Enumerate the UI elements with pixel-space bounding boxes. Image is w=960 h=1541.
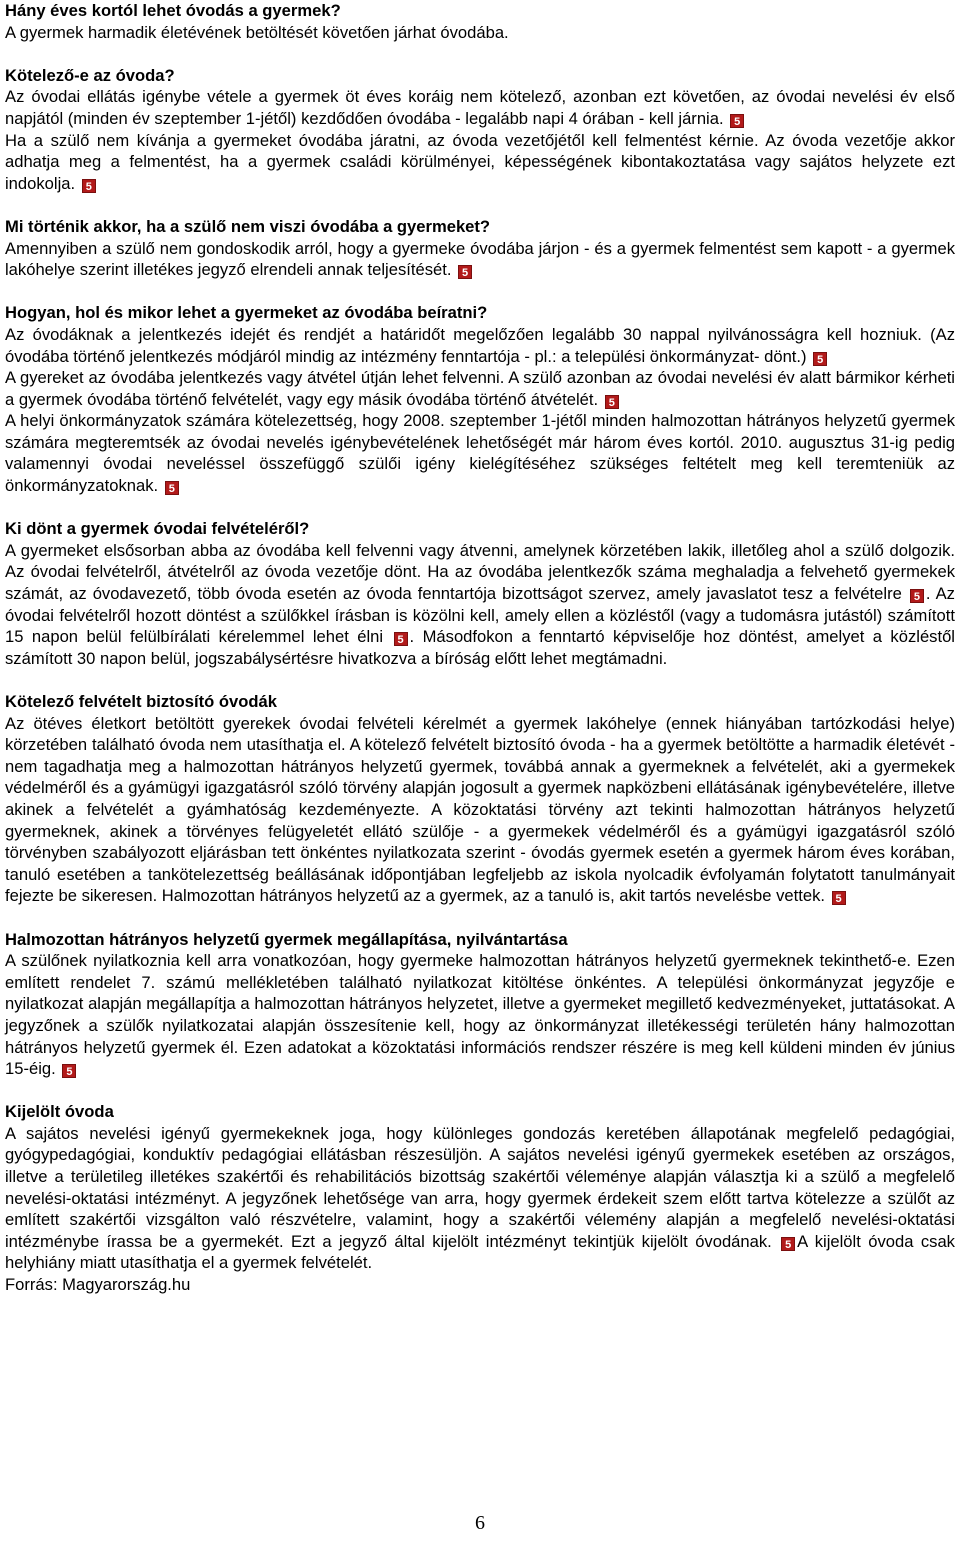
paragraph: A szülőnek nyilatkoznia kell arra vonatkozóan, hogy gyermeke halmozottan hátrányos helyzetű gyermeknek tekinthető-e. Ezen említett rendelet 7. számú mellékletében található nyilatkozat kitöltése önkéntes. A települési önkormányzat jegyzője e nyilatkozat alapján megállapítja a halmozottan hátrányos helyzetet, illetve a gyermeket megillető kedvezményeket, juttatásokat. A jegyzőnek a szülők nyilatkozatai alapján összesítenie kell, hogy az önkormányzat illetékességi területén hány halmozottan hátrányos helyzetű gyermek él. Ezen adatokat a közoktatási információs rendszer részére is meg kell küldeni minden év június 15-éig. 5 xyxy=(5,951,955,1079)
link-mark-icon[interactable]: 5 xyxy=(910,589,924,603)
paragraph: Az óvodai ellátás igénybe vétele a gyermek öt éves koráig nem kötelező, azonban ezt követően, az óvodai nevelési év első napjától (minden év szeptember 1-jétől) kezdődően óvodába - legalább napi 4 órában - kell járnia. 5 xyxy=(5,87,955,128)
page-number: 6 xyxy=(475,1512,485,1534)
link-mark-icon[interactable]: 5 xyxy=(165,481,179,495)
link-mark-icon[interactable]: 5 xyxy=(813,352,827,366)
link-mark-icon[interactable]: 5 xyxy=(832,891,846,905)
heading-designated: Kijelölt óvoda xyxy=(5,1102,114,1122)
heading-enrollment: Hogyan, hol és mikor lehet a gyermeket az óvodába beíratni? xyxy=(5,303,488,323)
document-page xyxy=(5,0,955,1296)
link-mark-icon[interactable]: 5 xyxy=(781,1237,795,1251)
heading-who-decides: Ki dönt a gyermek óvodai felvételéről? xyxy=(5,519,310,539)
link-mark-icon[interactable]: 5 xyxy=(730,114,744,128)
link-mark-icon[interactable]: 5 xyxy=(458,265,472,279)
paragraph: A gyermeket elsősorban abba az óvodába kell felvenni vagy átvenni, amelynek körzetében lakik, illetőleg ahol a szülő dolgozik. Az óvodai felvételről, átvételről az óvoda vezetője dönt. Ha az óvodába jelentkezők száma meghaladja a felvehető gyermekek számát, az óvodavezető, több óvoda esetén az óvoda fenntartója bizottságot szervez, amely javaslatot tesz a felvételre 5 . Az óvodai felvételről hozott döntést a szülőkkel írásban is közölni kell, amely ellen a közléstől (vagy a tudomásra jutástól) számított 15 napon belül felülbírálati kérelemmel lehet élni 5 . Másodfokon a fenntartó képviselője hoz döntést, amelyet a közléstől számított 30 napon belül, jogszabálysértésre hivatkozva a bíróság előtt lehet megtámadni. xyxy=(5,540,955,668)
heading-compulsory: Kötelező-e az óvoda? xyxy=(5,65,175,85)
heading-age: Hány éves kortól lehet óvodás a gyermek? xyxy=(5,1,341,20)
paragraph: Amennyiben a szülő nem gondoskodik arról, hogy a gyermeke óvodába járjon - és a gyermek felmentést sem kapott - a gyermek lakóhelye szerint illetékes jegyző elrendeli annak teljesítését. 5 xyxy=(5,238,955,280)
paragraph: A helyi önkormányzatok számára kötelezettség, hogy 2008. szeptember 1-jétől minden halmozottan hátrányos helyzetű gyermek számára megteremtsék az óvodai nevelés igénybevételének lehetőségét már három éves kortól. 2010. augusztus 31-ig pedig valamennyi óvodai neveléssel összefüggő szülői igény kielégítéséhez szükséges feltételt meg kell teremteniük az önkormányzatoknak. 5 xyxy=(5,411,955,496)
link-mark-icon[interactable]: 5 xyxy=(394,632,408,646)
link-mark-icon[interactable]: 5 xyxy=(605,395,619,409)
paragraph: A gyermek harmadik életévének betöltését követően járhat óvodába. xyxy=(5,22,509,42)
source-line: Forrás: Magyarország.hu xyxy=(5,1275,191,1295)
link-mark-icon[interactable]: 5 xyxy=(82,179,96,193)
heading-mandatory-kindergartens: Kötelező felvételt biztosító óvodák xyxy=(5,692,277,711)
heading-what-happens: Mi történik akkor, ha a szülő nem viszi óvodába a gyermeket? xyxy=(5,216,491,236)
paragraph: Az óvodáknak a jelentkezés idejét és rendjét a határidőt megelőzően legalább 30 nappal nyilvánosságra kell hozniuk. (Az óvodába történő jelentkezés módjáról mindig az intézmény fenntartója - pl.: a települési önkormányzat- dönt.) 5 xyxy=(5,324,955,366)
heading-disadvantaged: Halmozottan hátrányos helyzetű gyermek megállapítása, nyilvántartása xyxy=(5,929,568,949)
link-mark-icon[interactable]: 5 xyxy=(62,1064,76,1078)
paragraph: A gyereket az óvodába jelentkezés vagy átvétel útján lehet felvenni. A szülő azonban az óvodai nevelési év alatt bármikor kérheti a gyermek óvodába történő felvételét, vagy egy másik óvodába történő átvételét. 5 xyxy=(5,368,955,409)
paragraph: Ha a szülő nem kívánja a gyermeket óvodába járatni, az óvoda vezetőjétől kell felmentést kérnie. Az óvoda vezetője akkor adhatja meg a felmentést, ha a gyermek családi körülményei, képességének kibontakoztatása vagy sajátos helyzete ezt indokolja. 5 xyxy=(5,130,955,193)
paragraph: A sajátos nevelési igényű gyermekeknek joga, hogy különleges gondozás keretében állapotának megfelelő pedagógiai, gyógypedagógiai, konduktív pedagógiai ellátásban részesüljön. A sajátos nevelési igényű gyermekek esetében az országos, illetve a területileg illetékes szakértői és rehabilitációs bizottság szakértői véleménye alapján választja ki a szülő a megfelelő nevelési-oktatási intézményt. A jegyzőnek lehetősége van arra, hogy gyermek érdekeit szem előtt tartva kötelezze a szülőt az említett szakértői vizsgálton való részvételre, valamint, hogy a szakértői vélemény alapján a megfelelő nevelési-oktatási intézménybe írassa be a gyermekét. Ezt a jegyző által kijelölt intézményt tekintjük kijelölt óvodának. 5 A kijelölt óvoda csak helyhiány miatt utasíthatja el a gyermek felvételét. xyxy=(5,1123,955,1273)
paragraph: Az ötéves életkort betöltött gyerekek óvodai felvételi kérelmét a gyermek lakóhelye (ennek hiányában tartózkodási helye) körzetében található óvoda nem utasíthatja el. A kötelező felvételt biztosító óvoda - ha a gyermek betöltötte a harmadik életévét - nem tagadhatja meg a halmozottan hátrányos helyzetű gyermek, továbbá annak a gyermeknek a felvételét, aki a gyermekek védelméről és a gyámügyi igazgatásról szóló törvény alapján jogosult a gyermek napközbeni ellátásának igénybevételére, illetve akinek a felvételét a gyámhatóság kezdeményezte. A közoktatási törvény azt tekinti halmozottan hátrányos helyzetű gyermeknek, akinek a törvényes felügyeletét ellátó szülője - a gyermekek védelméről és a gyámügyi igazgatásról szóló törvényben szabályozott eljárásban tett önkéntes nyilatkozata szerint - óvodás gyermek esetén a gyermek három éves korában, tanuló esetében a tankötelezettség beállásának időpontjában legfeljebb az iskola nyolcadik évfolyamán folytatott tanulmányait fejezte be sikeresen. Halmozottan hátrányos helyzetű az a gyermek, az a tanuló is, akit tartós nevelésbe vettek. 5 xyxy=(5,713,955,906)
